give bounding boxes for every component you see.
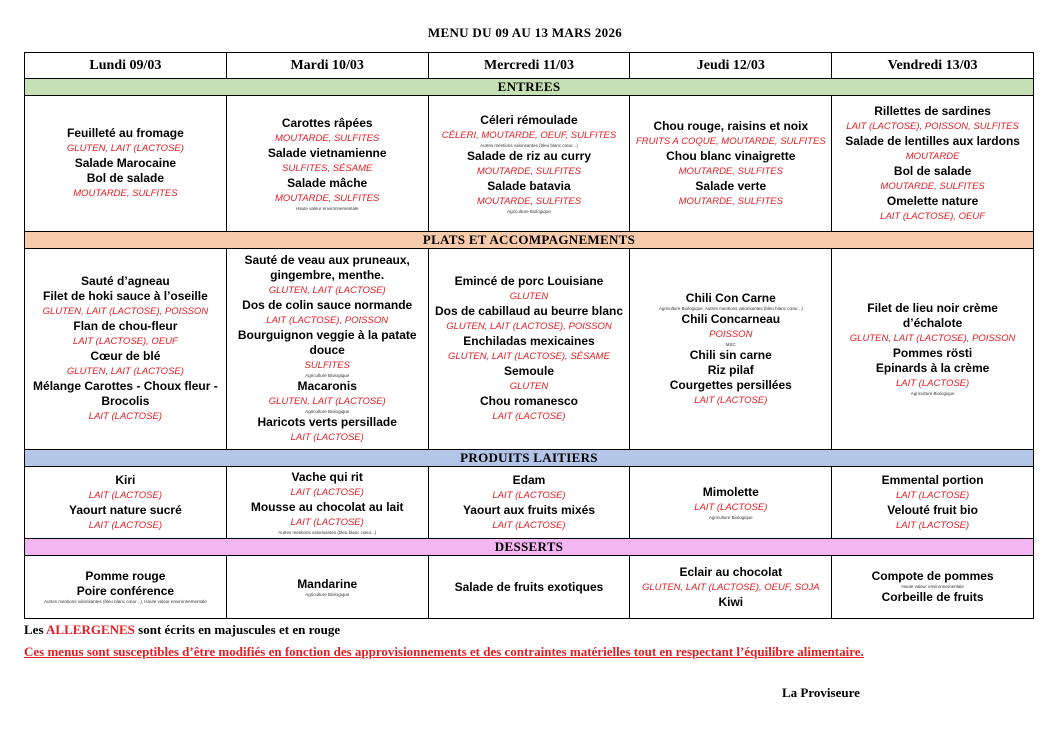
allergen-list: LAIT (LACTOSE)	[88, 489, 162, 501]
dish-name: Salade de lentilles aux lardons	[845, 133, 1020, 148]
dish-name: Salade de riz au curry	[466, 148, 592, 163]
allergen-list: POISSON	[709, 328, 753, 340]
dish-name: Dos de cabillaud au beurre blanc	[434, 304, 624, 318]
menu-table	[24, 52, 1034, 619]
menu-cell	[630, 249, 832, 450]
allergen-list: LAIT (LACTOSE)	[895, 489, 970, 501]
label-note: Autres mentions valorisantes (bleu blanc cœur...)	[278, 529, 377, 535]
section-band-plats	[25, 232, 1034, 249]
dish-name: Salade Marocaine	[74, 156, 177, 170]
menu-cell	[428, 96, 630, 232]
allergen-legend	[24, 622, 340, 638]
section-row-laitiers	[25, 467, 1034, 539]
dish-name: Omelette nature	[886, 193, 979, 208]
allergen-list: LAIT (LACTOSE)	[694, 501, 768, 513]
dish-name: Kiri	[115, 472, 136, 487]
menu-cell	[630, 467, 832, 539]
dish-name: Flan de chou-fleur	[73, 319, 178, 333]
dish-name: Kiwi	[718, 594, 744, 609]
label-note: Agriculture Biologique	[305, 409, 350, 414]
label-note: Agriculture Biologique	[910, 391, 955, 396]
dish-name: Corbeille de fruits	[881, 590, 984, 604]
section-title: PRODUITS LAITIERS	[25, 450, 1034, 467]
section-title: DESSERTS	[25, 539, 1034, 556]
dish-name: Carottes râpées	[281, 115, 373, 130]
section-title: ENTREES	[25, 79, 1034, 96]
allergen-list: MOUTARDE, SULFITES	[880, 180, 985, 192]
label-note: Agriculture Biologique	[708, 514, 753, 520]
allergen-list: MOUTARDE, SULFITES	[476, 165, 582, 177]
label-note: Agriculture Biologique, Autres mentions valorisantes (bleu blanc cœur...)	[658, 305, 803, 311]
allergen-list: LAIT (LACTOSE)	[895, 378, 970, 389]
dish-name: Compote de pommes	[871, 569, 994, 583]
dish-name: Edam	[512, 472, 546, 487]
dish-name: Emincé de porc Louisiane	[454, 274, 604, 288]
dish-name: Bol de salade	[86, 171, 165, 185]
allergen-list: MOUTARDE	[905, 150, 960, 162]
dish-name: Courgettes persillées	[669, 377, 792, 392]
section-band-laitiers	[25, 450, 1034, 467]
allergen-list: GLUTEN	[509, 291, 549, 302]
allergen-list: SULFITES	[304, 360, 350, 371]
label-note: Agriculture Biologique	[507, 208, 551, 214]
allergen-list: LAIT (LACTOSE)	[492, 411, 566, 422]
dish-name: Céleri rémoulade	[480, 112, 578, 127]
allergen-list: LAIT (LACTOSE)	[290, 432, 364, 443]
menu-cell	[832, 556, 1034, 619]
signature: La Proviseure	[782, 685, 860, 700]
dish-name: Mandarine	[297, 576, 358, 591]
allergen-list: LAIT (LACTOSE), POISSON	[266, 315, 389, 326]
menu-cell	[630, 96, 832, 232]
day-header: Lundi 09/03	[25, 53, 227, 79]
allergen-list: LAIT (LACTOSE)	[694, 394, 768, 406]
allergen-list: GLUTEN, LAIT (LACTOSE), POISSON	[42, 306, 209, 317]
section-row-plats	[25, 249, 1034, 450]
allergen-list: SULFITES, SÉSAME	[282, 162, 373, 174]
menu-cell	[832, 96, 1034, 232]
dish-name: Poire conférence	[76, 584, 175, 598]
dish-name: Feuilleté au fromage	[67, 126, 184, 140]
menu-cell	[428, 249, 630, 450]
dish-name: Bol de salade	[893, 163, 972, 178]
dish-name: Mélange Carottes - Choux fleur - Brocolis	[33, 379, 218, 408]
dish-name: Filet de lieu noir crème d’échalote	[867, 301, 998, 330]
menu-title: MENU DU 09 AU 13 MARS 2026	[427, 25, 623, 40]
menu-cell	[226, 556, 428, 619]
day-header: Jeudi 12/03	[630, 53, 832, 79]
allergen-list: GLUTEN, LAIT (LACTOSE)	[66, 366, 184, 377]
dish-name: Yaourt nature sucré	[69, 502, 182, 517]
allergen-list: MOUTARDE, SULFITES	[678, 165, 783, 177]
allergen-list: LAIT (LACTOSE)	[895, 519, 970, 531]
allergen-list: GLUTEN, LAIT (LACTOSE), OEUF, SOJA	[642, 581, 820, 593]
menu-cell	[832, 249, 1034, 450]
dish-name: Salade batavia	[487, 178, 571, 193]
dish-name: Chili Con Carne	[685, 290, 776, 305]
allergen-list: LAIT (LACTOSE)	[88, 411, 162, 422]
allergen-list: LAIT (LACTOSE), OEUF	[72, 336, 178, 347]
dish-name: Bourguignon veggie à la patate douce	[237, 328, 417, 357]
legend-suffix: sont écrits en majuscules et en rouge	[138, 622, 341, 637]
disclaimer: Ces menus sont susceptibles d’être modifiés en fonction des approvisionnements et des contraintes matérielles tout en respectant l’équilibre alimentaire.	[24, 644, 864, 659]
menu-cell	[25, 556, 227, 619]
allergen-list: GLUTEN, LAIT (LACTOSE)	[268, 396, 386, 407]
dish-name: Mousse au chocolat au lait	[250, 499, 404, 514]
allergen-list: GLUTEN, LAIT (LACTOSE)	[66, 143, 184, 154]
dish-name: Mimolette	[702, 484, 759, 499]
allergen-list: GLUTEN	[509, 381, 549, 392]
dish-name: Emmental portion	[881, 472, 984, 487]
dish-name: Dos de colin sauce normande	[242, 298, 413, 312]
menu-cell	[226, 249, 428, 450]
allergen-list: LAIT (LACTOSE)	[88, 519, 162, 531]
allergen-list: LAIT (LACTOSE), OEUF	[880, 210, 986, 222]
day-header: Mardi 10/03	[226, 53, 428, 79]
dish-name: Cœur de blé	[90, 349, 161, 363]
day-header: Vendredi 13/03	[832, 53, 1034, 79]
allergen-list: GLUTEN, LAIT (LACTOSE)	[268, 285, 386, 296]
allergen-list: LAIT (LACTOSE), POISSON, SULFITES	[846, 120, 1019, 132]
menu-cell	[25, 249, 227, 450]
allergen-list: MOUTARDE, SULFITES	[476, 195, 582, 207]
allergen-list: MOUTARDE, SULFITES	[73, 188, 178, 199]
dish-name: Macaronis	[297, 379, 357, 393]
dish-name: Eclair au chocolat	[679, 564, 783, 579]
allergen-list: FRUITS A COQUE, MOUTARDE, SULFITES	[635, 135, 826, 147]
day-header: Mercredi 11/03	[428, 53, 630, 79]
dish-name: Pommes rösti	[892, 346, 973, 360]
allergen-list: MOUTARDE, SULFITES	[275, 132, 380, 144]
legend-prefix: Les	[24, 622, 44, 637]
dish-name: Epinards à la crème	[875, 361, 990, 375]
allergen-list: CÉLERI, MOUTARDE, OEUF, SULFITES	[441, 129, 617, 141]
dish-name: Riz pilaf	[707, 362, 754, 377]
dish-name: Vache qui rit	[291, 469, 363, 484]
legend-highlight: ALLERGENES	[46, 622, 135, 637]
dish-name: Enchiladas mexicaines	[463, 334, 595, 348]
label-note: Agriculture Biologique	[305, 591, 350, 597]
label-note: Autres mentions valorisantes (bleu blanc cœur...), Haute valeur environnementale	[43, 599, 207, 604]
label-note: Haute valeur environnementale	[901, 584, 964, 589]
section-band-desserts	[25, 539, 1034, 556]
dish-name: Chou romanesco	[479, 394, 578, 408]
dish-name: Yaourt aux fruits mixés	[462, 502, 596, 517]
allergen-list: MOUTARDE, SULFITES	[275, 192, 380, 204]
menu-cell	[25, 467, 227, 539]
allergen-list: LAIT (LACTOSE)	[290, 516, 364, 528]
section-row-desserts	[25, 556, 1034, 619]
dish-name: Semoule	[503, 364, 554, 378]
allergen-list: MOUTARDE, SULFITES	[678, 195, 783, 207]
dish-name: Haricots verts persillade	[257, 415, 397, 429]
section-band-entrees	[25, 79, 1034, 96]
dish-name: Chili Concarneau	[681, 311, 781, 326]
label-note: Haute valeur environnementale	[295, 205, 359, 211]
dish-name: Salade verte	[695, 178, 767, 193]
section-title: PLATS ET ACCOMPAGNEMENTS	[25, 232, 1034, 249]
day-header-row	[25, 53, 1034, 79]
dish-name: Salade de fruits exotiques	[454, 579, 604, 594]
dish-name: Chou blanc vinaigrette	[666, 148, 796, 163]
dish-name: Sauté de veau aux pruneaux, gingembre, menthe.	[244, 253, 410, 282]
label-note: MSC	[725, 341, 736, 347]
menu-cell	[226, 467, 428, 539]
dish-name: Sauté d’agneau	[81, 274, 170, 288]
label-note: Autres mentions valorisantes (bleu blanc cœur...)	[480, 142, 578, 148]
section-row-entrees	[25, 96, 1034, 232]
menu-cell	[25, 96, 227, 232]
allergen-list: LAIT (LACTOSE)	[492, 489, 566, 501]
menu-cell	[226, 96, 428, 232]
allergen-list: LAIT (LACTOSE)	[492, 519, 566, 531]
allergen-list: GLUTEN, LAIT (LACTOSE), POISSON	[849, 333, 1016, 344]
allergen-list: GLUTEN, LAIT (LACTOSE), SÉSAME	[448, 351, 610, 362]
dish-name: Chou rouge, raisins et noix	[653, 118, 809, 133]
dish-name: Rillettes de sardines	[874, 103, 991, 118]
dish-name: Velouté fruit bio	[887, 502, 978, 517]
menu-cell	[630, 556, 832, 619]
menu-cell	[428, 467, 630, 539]
dish-name: Pomme rouge	[85, 569, 166, 583]
dish-name: Salade mâche	[287, 175, 368, 190]
dish-name: Chili sin carne	[689, 347, 772, 362]
label-note: Agriculture Biologique	[305, 373, 350, 378]
dish-name: Filet de hoki sauce à l’oseille	[43, 289, 208, 303]
dish-name: Salade vietnamienne	[267, 145, 387, 160]
allergen-list: LAIT (LACTOSE)	[290, 486, 364, 498]
menu-cell	[428, 556, 630, 619]
menu-cell	[832, 467, 1034, 539]
allergen-list: GLUTEN, LAIT (LACTOSE), POISSON	[446, 321, 612, 332]
